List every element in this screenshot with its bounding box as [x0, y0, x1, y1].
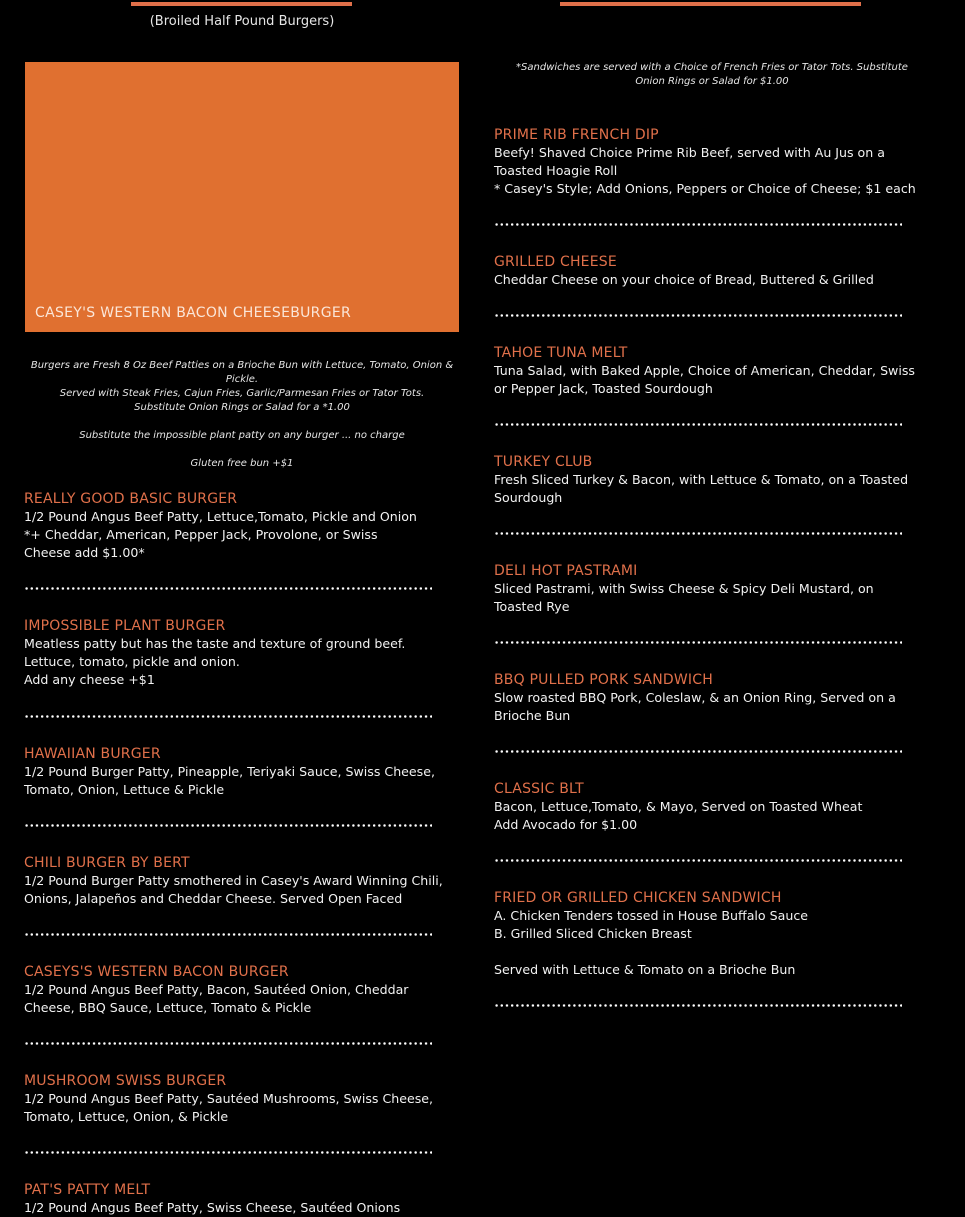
- menu-item-chili-burger: [24, 854, 460, 908]
- burgers-subtitle: (Broiled Half Pound Burgers): [149, 14, 335, 29]
- menu-item-tahoe-tuna-melt: [494, 344, 934, 398]
- menu-item-classic-blt: [494, 780, 934, 834]
- burger-notes: [24, 359, 460, 471]
- menu-item-description: Sliced Pastrami, with Swiss Cheese & Spicy Deli Mustard, on Toasted Rye: [494, 581, 874, 614]
- menu-item-title: IMPOSSIBLE PLANT BURGER: [24, 618, 226, 634]
- menu-item-impossible-burger: [24, 617, 460, 689]
- menu-item-description: Fresh Sliced Turkey & Bacon, with Lettuce & Tomato, on a Toasted Sourdough: [494, 472, 909, 505]
- menu-item-description: A. Chicken Tenders tossed in House Buffalo Sauce B. Grilled Sliced Chicken Breast Served with Lettuce & Tomato on a Brioche Bun: [494, 908, 808, 977]
- menu-item-description: 1/2 Pound Angus Beef Patty, Sautéed Mushrooms, Swiss Cheese, Tomato, Lettuce, Onion, & Pickle: [24, 1091, 434, 1124]
- dotted-divider: [24, 824, 432, 827]
- dotted-divider: [494, 1004, 902, 1007]
- menu-item-description: 1/2 Pound Angus Beef Patty, Swiss Cheese, Sautéed Onions: [24, 1200, 401, 1215]
- sandwiches-header-bar: [560, 2, 861, 6]
- menu-item-description: 1/2 Pound Burger Patty, Pineapple, Teriyaki Sauce, Swiss Cheese, Tomato, Onion, Lettuce & Pickle: [24, 764, 435, 797]
- menu-item-description: 1/2 Pound Angus Beef Patty, Lettuce,Tomato, Pickle and Onion *+ Cheddar, American, Pepper Jack, Provolone, or Swiss Cheese add $1.00*: [24, 509, 417, 560]
- menu-item-chicken-sandwich: [494, 889, 934, 979]
- menu-item-bbq-pulled-pork: [494, 671, 934, 725]
- menu-item-title: CHILI BURGER BY BERT: [24, 855, 190, 871]
- menu-item-title: GRILLED CHEESE: [494, 254, 617, 270]
- dotted-divider: [494, 423, 902, 426]
- menu-item-title: PRIME RIB FRENCH DIP: [494, 127, 659, 143]
- dotted-divider: [24, 1151, 432, 1154]
- featured-burger-label: CASEY'S WESTERN BACON CHEESEBURGER: [35, 305, 352, 321]
- featured-burger-image: [25, 62, 459, 332]
- menu-item-title: TURKEY CLUB: [494, 454, 593, 470]
- menu-item-mushroom-swiss-burger: [24, 1072, 460, 1126]
- dotted-divider: [494, 859, 902, 862]
- burgers-header-bar: [131, 2, 352, 6]
- menu-item-description: Tuna Salad, with Baked Apple, Choice of American, Cheddar, Swiss or Pepper Jack, Toasted Sourdough: [494, 363, 915, 396]
- sandwich-note: *Sandwiches are served with a Choice of French Fries or Tator Tots. Substitute Onion Rings or Salad for $1.00: [516, 62, 908, 87]
- burger-note-plant: Substitute the impossible plant patty on any burger ... no charge: [79, 430, 405, 441]
- menu-item-title: TAHOE TUNA MELT: [494, 345, 628, 361]
- menu-item-grilled-cheese: [494, 253, 934, 289]
- burger-note-sides: Served with Steak Fries, Cajun Fries, Garlic/Parmesan Fries or Tator Tots.: [59, 388, 425, 399]
- menu-item-title: HAWAIIAN BURGER: [24, 746, 161, 762]
- dotted-divider: [494, 750, 902, 753]
- menu-item-title: CASEYS'S WESTERN BACON BURGER: [24, 964, 289, 980]
- menu-item-hawaiian-burger: [24, 745, 460, 799]
- menu-item-description: Bacon, Lettuce,Tomato, & Mayo, Served on Toasted Wheat Add Avocado for $1.00: [494, 799, 863, 832]
- menu-item-deli-hot-pastrami: [494, 562, 934, 616]
- menu-item-description: Slow roasted BBQ Pork, Coleslaw, & an Onion Ring, Served on a Brioche Bun: [494, 690, 896, 723]
- burger-note-patties: Burgers are Fresh 8 Oz Beef Patties on a Brioche Bun with Lettuce, Tomato, Onion & Pickle.: [30, 360, 454, 385]
- dotted-divider: [494, 223, 902, 226]
- menu-item-title: FRIED OR GRILLED CHICKEN SANDWICH: [494, 890, 782, 906]
- menu-item-description: 1/2 Pound Burger Patty smothered in Casey's Award Winning Chili, Onions, Jalapeños and Cheddar Cheese. Served Open Faced: [24, 873, 443, 906]
- burger-note-substitute: Substitute Onion Rings or Salad for a *1.00: [134, 402, 350, 413]
- menu-item-title: BBQ PULLED PORK SANDWICH: [494, 672, 713, 688]
- dotted-divider: [494, 641, 902, 644]
- menu-item-title: DELI HOT PASTRAMI: [494, 563, 638, 579]
- menu-item-description: 1/2 Pound Angus Beef Patty, Bacon, Sautéed Onion, Cheddar Cheese, BBQ Sauce, Lettuce, Tomato & Pickle: [24, 982, 409, 1015]
- menu-item-description: Cheddar Cheese on your choice of Bread, Buttered & Grilled: [494, 272, 874, 287]
- dotted-divider: [494, 532, 902, 535]
- menu-item-description: Beefy! Shaved Choice Prime Rib Beef, served with Au Jus on a Toasted Hoagie Roll * Casey's Style; Add Onions, Peppers or Choice of Cheese; $1 each: [494, 145, 916, 196]
- menu-item-turkey-club: [494, 453, 934, 507]
- menu-item-title: REALLY GOOD BASIC BURGER: [24, 491, 238, 507]
- burger-note-gluten: Gluten free bun +$1: [190, 458, 294, 469]
- menu-item-prime-rib-french-dip: [494, 126, 934, 198]
- dotted-divider: [24, 715, 432, 718]
- dotted-divider: [494, 314, 902, 317]
- menu-item-western-bacon-burger: [24, 963, 460, 1017]
- dotted-divider: [24, 933, 432, 936]
- menu-item-title: CLASSIC BLT: [494, 781, 584, 797]
- dotted-divider: [24, 1042, 432, 1045]
- dotted-divider: [24, 587, 432, 590]
- menu-item-description: Meatless patty but has the taste and texture of ground beef. Lettuce, tomato, pickle and onion. Add any cheese +$1: [24, 636, 406, 687]
- menu-item-title: PAT'S PATTY MELT: [24, 1182, 151, 1198]
- menu-item-title: MUSHROOM SWISS BURGER: [24, 1073, 227, 1089]
- menu-item-basic-burger: [24, 490, 460, 562]
- menu-item-patty-melt: [24, 1181, 460, 1217]
